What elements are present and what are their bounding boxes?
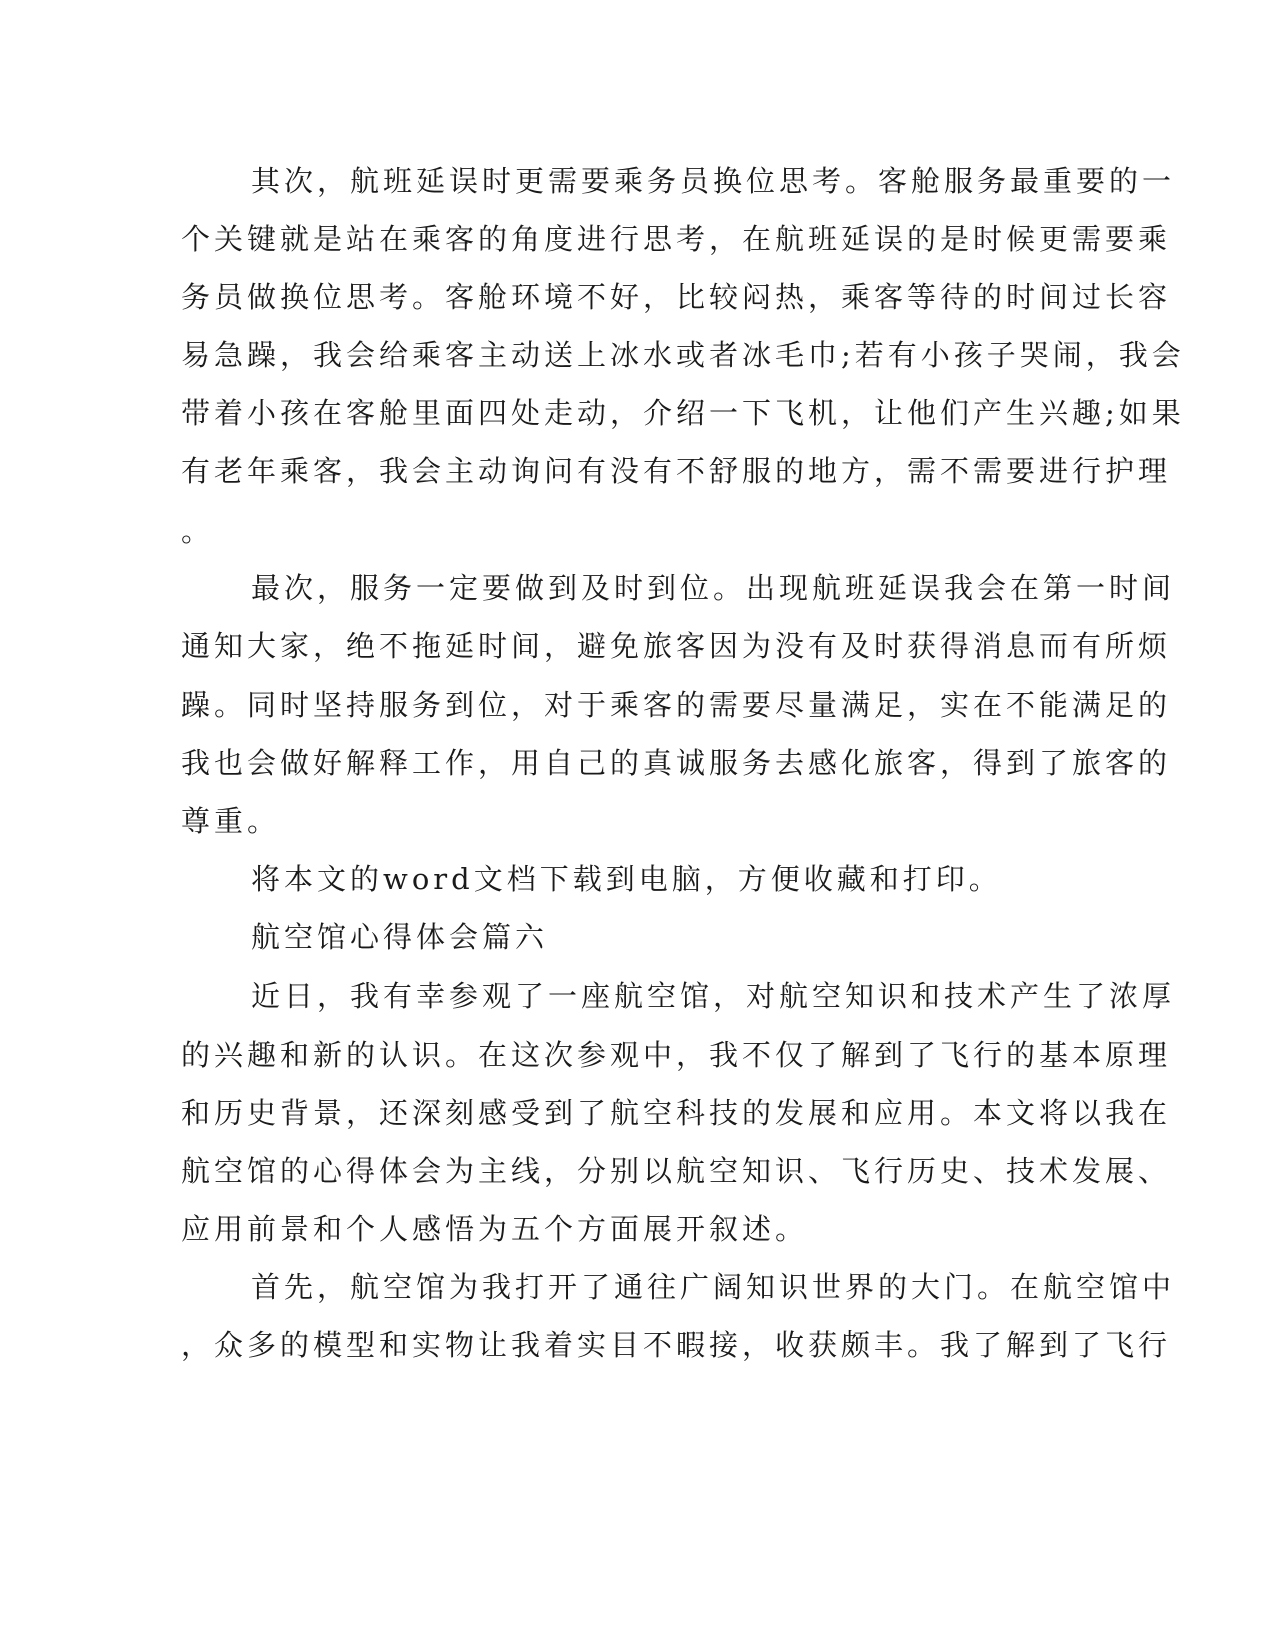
text-line: 易急躁，我会给乘客主动送上冰水或者冰毛巾;若有小孩子哭闹，我会 — [181, 338, 1185, 372]
text-line: 通知大家，绝不拖延时间，避免旅客因为没有及时获得消息而有所烦 — [181, 629, 1172, 663]
text-line: ，众多的模型和实物让我着实目不暇接，收获颇丰。我了解到了飞行 — [181, 1328, 1172, 1362]
text-line: 应用前景和个人感悟为五个方面展开叙述。 — [181, 1212, 809, 1246]
text-line: 将本文的word文档下载到电脑，方便收藏和打印。 — [251, 862, 1002, 896]
text-line: 有老年乘客，我会主动询问有没有不舒服的地方，需不需要进行护理 — [181, 454, 1172, 488]
text-line: 近日，我有幸参观了一座航空馆，对航空知识和技术产生了浓厚 — [251, 979, 1176, 1013]
text-line: 和历史背景，还深刻感受到了航空科技的发展和应用。本文将以我在 — [181, 1096, 1172, 1130]
text-line: 最次，服务一定要做到及时到位。出现航班延误我会在第一时间 — [251, 571, 1176, 605]
section-heading: 航空馆心得体会篇六 — [251, 920, 549, 954]
text-line: 其次，航班延误时更需要乘务员换位思考。客舱服务最重要的一 — [251, 164, 1176, 198]
text-line: 躁。同时坚持服务到位，对于乘客的需要尽量满足，实在不能满足的 — [181, 688, 1172, 722]
text-line: 个关键就是站在乘客的角度进行思考，在航班延误的是时候更需要乘 — [181, 222, 1172, 256]
text-line: 首先，航空馆为我打开了通往广阔知识世界的大门。在航空馆中 — [251, 1270, 1176, 1304]
text-line: 我也会做好解释工作，用自己的真诚服务去感化旅客，得到了旅客的 — [181, 746, 1172, 780]
text-line: 尊重。 — [181, 804, 281, 838]
text-line: 带着小孩在客舱里面四处走动，介绍一下飞机，让他们产生兴趣;如果 — [181, 396, 1185, 430]
text-line: 。 — [181, 514, 215, 548]
text-line: 务员做换位思考。客舱环境不好，比较闷热，乘客等待的时间过长容 — [181, 280, 1172, 314]
text-line: 的兴趣和新的认识。在这次参观中，我不仅了解到了飞行的基本原理 — [181, 1038, 1172, 1072]
text-line: 航空馆的心得体会为主线，分别以航空知识、飞行历史、技术发展、 — [181, 1154, 1172, 1188]
